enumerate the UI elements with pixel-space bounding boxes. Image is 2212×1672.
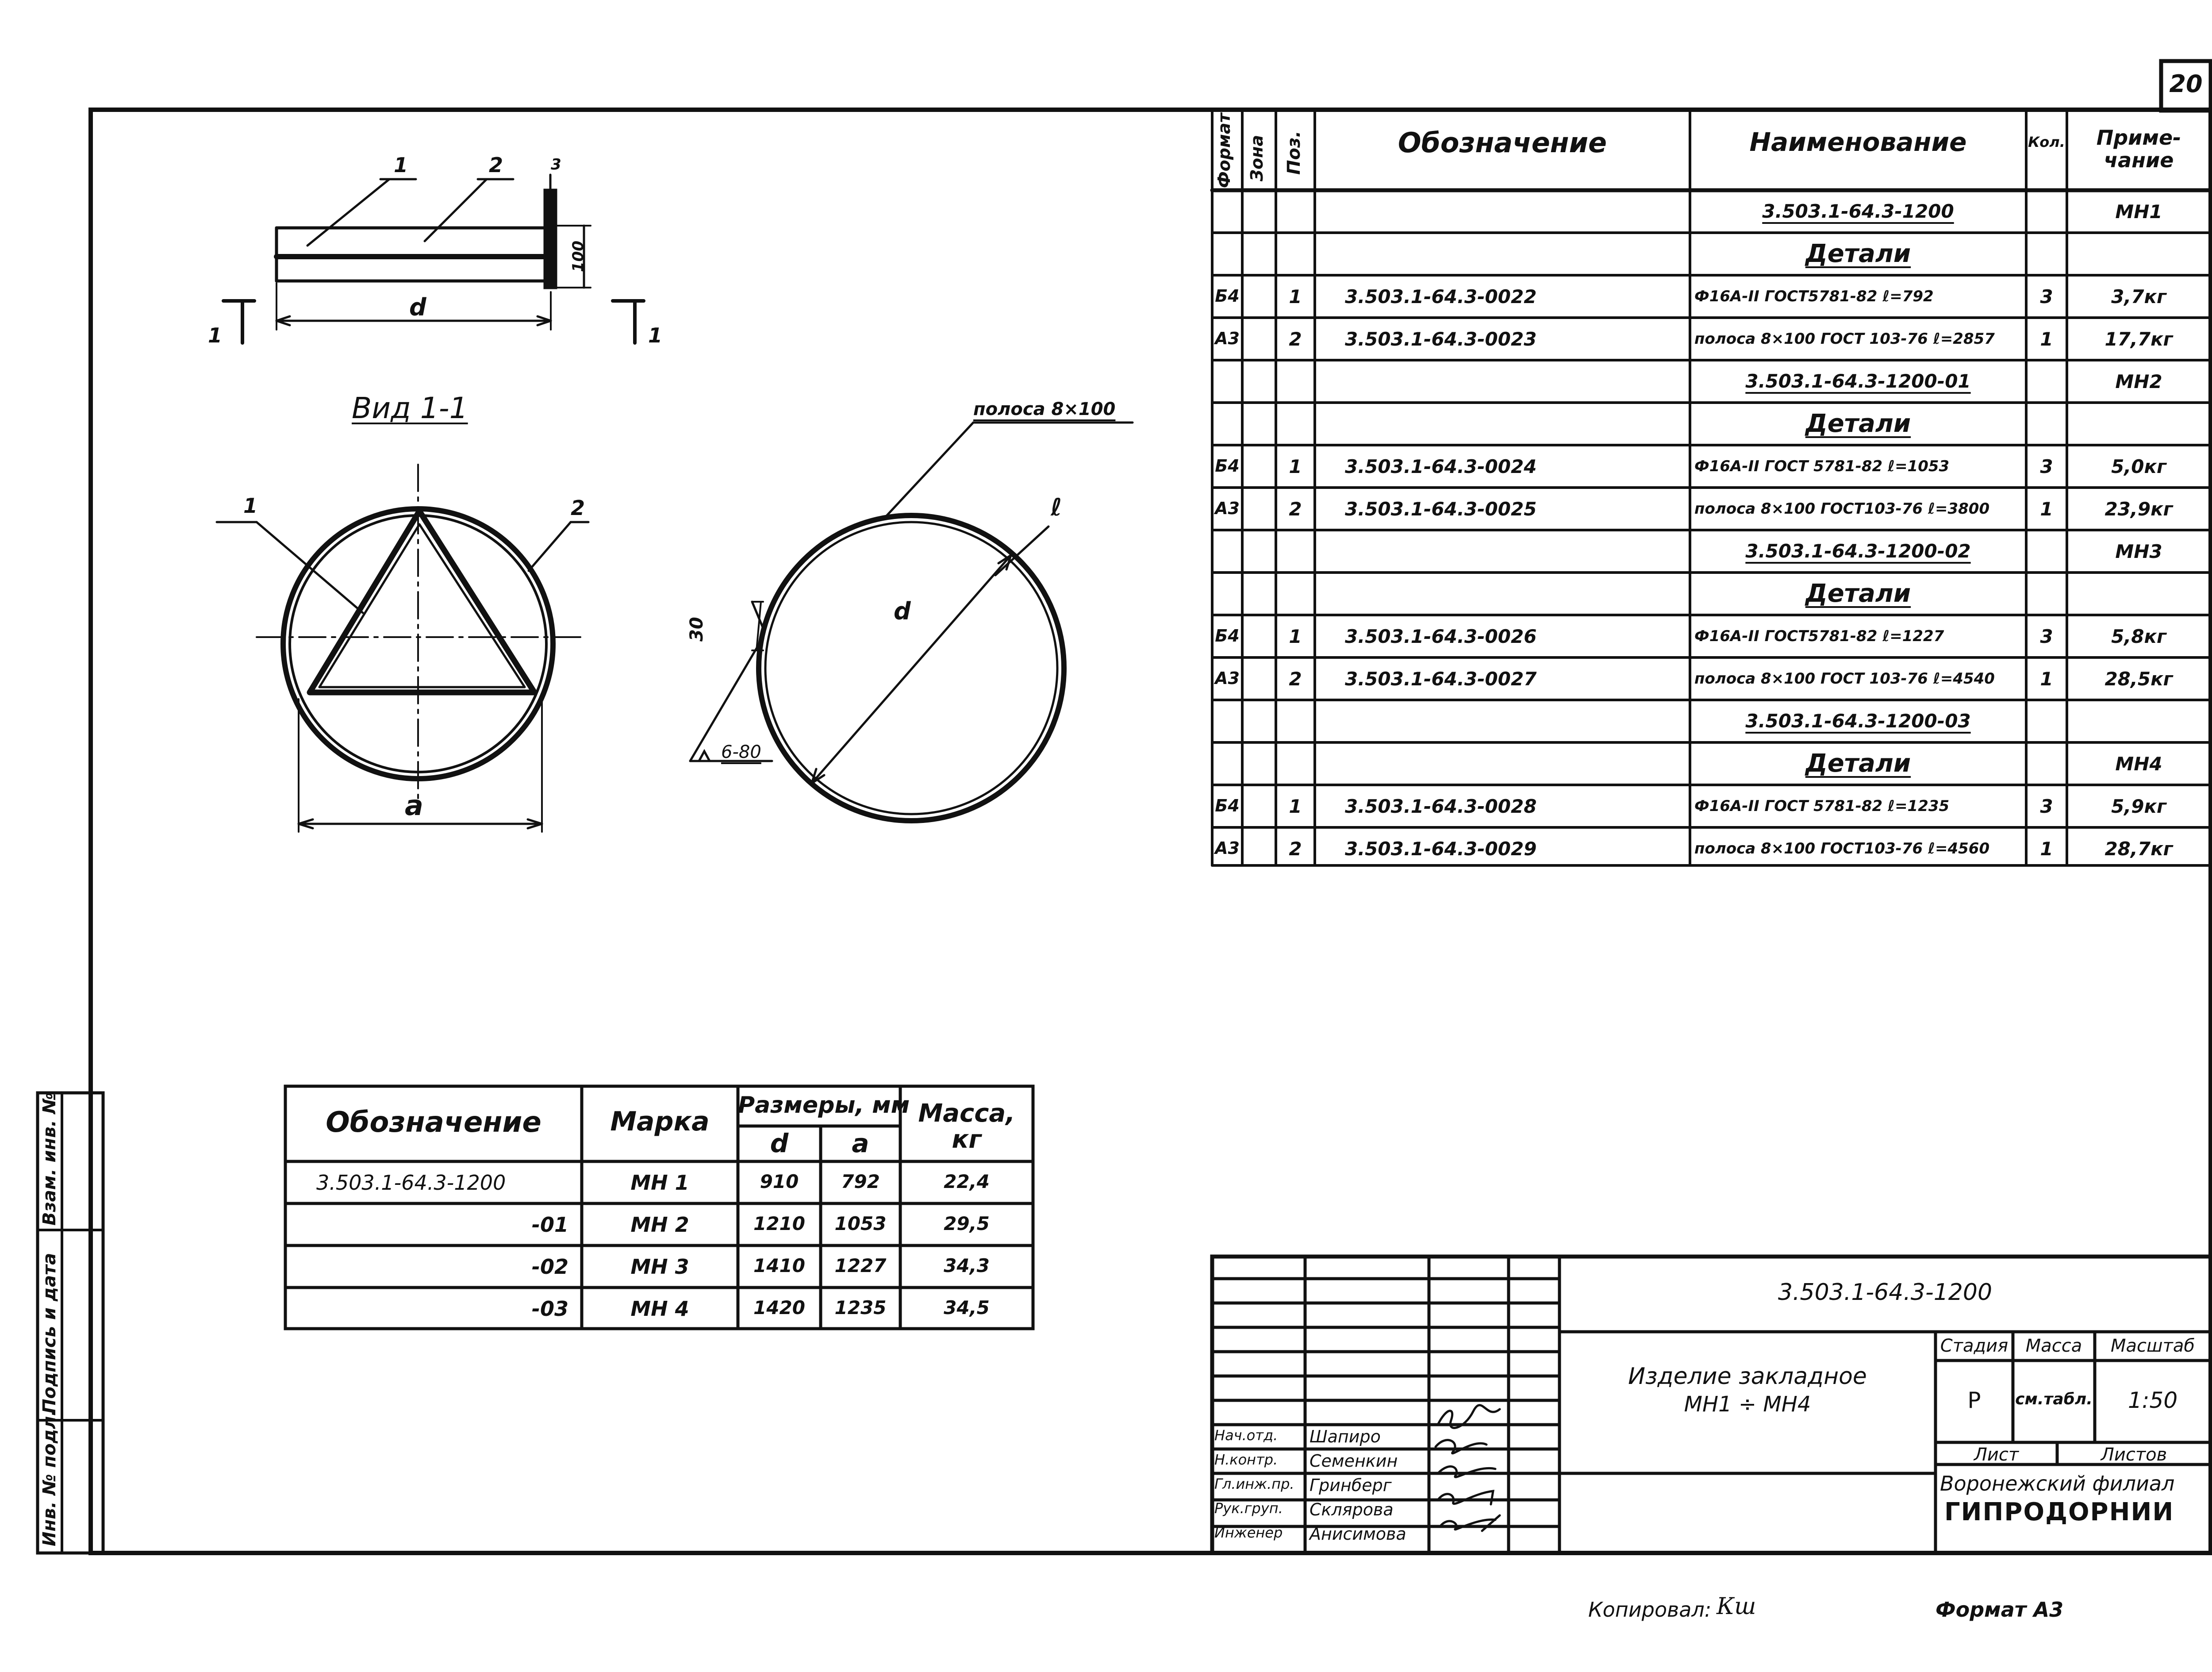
view-title: Вид 1-1 xyxy=(352,391,468,425)
tb-name: Шапиро xyxy=(1310,1427,1381,1446)
mark-cell-designation: -02 xyxy=(531,1255,568,1279)
spec-cell-designation: 3.503.1-64.3-0029 xyxy=(1345,838,1537,860)
sheet-label: Лист xyxy=(1974,1445,2019,1465)
mark-cell-a: 1235 xyxy=(834,1297,887,1318)
spec-header-pos: Поз. xyxy=(1284,131,1304,175)
tb-role: Рук.груп. xyxy=(1214,1500,1283,1517)
spec-cell-qty: 1 xyxy=(2040,328,2053,350)
spec-header-qty: Кол. xyxy=(2028,134,2065,150)
mark-cell-d: 1420 xyxy=(753,1297,805,1318)
spec-cell-format: Б4 xyxy=(1215,286,1240,306)
tb-role: Инженер xyxy=(1214,1524,1283,1541)
spec-cell-designation: 3.503.1-64.3-0028 xyxy=(1345,796,1537,817)
spec-cell-qty: 3 xyxy=(2040,286,2053,307)
scale-value: 1:50 xyxy=(2128,1388,2178,1413)
spec-cell-format: Б4 xyxy=(1215,626,1240,646)
spec-cell-qty: 3 xyxy=(2040,626,2053,647)
sheets-label: Листов xyxy=(2101,1445,2167,1465)
mark-cell-a: 1053 xyxy=(834,1213,887,1234)
mark-header-designation: Обозначение xyxy=(326,1106,541,1139)
mark-header-d: d xyxy=(770,1128,789,1158)
mark-cell-designation: 3.503.1-64.3-1200 xyxy=(316,1171,506,1195)
mark-cell-designation: -03 xyxy=(531,1297,568,1321)
title-line2: МН1 ÷ МН4 xyxy=(1684,1392,1811,1417)
spec-cell-qty: 3 xyxy=(2040,456,2053,477)
mark-cell-designation: -01 xyxy=(531,1213,568,1237)
mark-cell-a: 792 xyxy=(841,1171,880,1192)
spec-cell-name: Ф16А-II ГОСТ5781-82 ℓ=1227 xyxy=(1694,627,1944,645)
spec-cell-pos: 2 xyxy=(1289,328,1302,350)
spec-cell-name: Ф16А-II ГОСТ5781-82 ℓ=792 xyxy=(1694,288,1934,305)
title-code: 3.503.1-64.3-1200 xyxy=(1778,1279,1993,1306)
spec-cell-format: А3 xyxy=(1215,669,1240,688)
spec-cell-name: 3.503.1-64.3-1200 xyxy=(1762,200,1954,222)
spec-cell-pos: 1 xyxy=(1289,286,1302,307)
dim-30: 30 xyxy=(687,617,707,642)
dim-a: a xyxy=(405,789,423,822)
spec-cell-designation: 3.503.1-64.3-0022 xyxy=(1345,286,1537,307)
mark-cell-d: 910 xyxy=(760,1171,799,1192)
section-mark-right: 1 xyxy=(648,323,663,347)
tb-role: Гл.инж.пр. xyxy=(1214,1476,1294,1492)
section-mark-left: 1 xyxy=(208,323,223,347)
view-1-1-drawing xyxy=(217,465,588,832)
spec-cell-name: полоса 8×100 ГОСТ103-76 ℓ=3800 xyxy=(1694,500,1990,518)
dim-d-ring: d xyxy=(894,597,911,625)
spec-cell-pos: 2 xyxy=(1289,838,1302,860)
spec-cell-designation: 3.503.1-64.3-0026 xyxy=(1345,626,1537,647)
spec-cell-format: Б4 xyxy=(1215,796,1240,815)
sheet-number: 20 xyxy=(2169,70,2203,98)
spec-cell-name: 3.503.1-64.3-1200-03 xyxy=(1745,710,1971,732)
spec-cell-pos: 2 xyxy=(1289,668,1302,690)
spec-cell-note: 28,5кг xyxy=(2104,668,2173,690)
stage-label: Стадия xyxy=(1940,1336,2008,1356)
footer-copied-label: Копировал: xyxy=(1588,1598,1712,1622)
spec-cell-name: Ф16А-II ГОСТ 5781-82 ℓ=1235 xyxy=(1694,797,1950,815)
tb-role: Нач.отд. xyxy=(1214,1427,1278,1444)
mark-cell-mass: 22,4 xyxy=(944,1171,990,1192)
side-inv-podl: Инв. № подл. xyxy=(39,1409,60,1546)
mass-value: см.табл. xyxy=(2015,1390,2093,1408)
mark-cell-d: 1410 xyxy=(753,1255,805,1276)
spec-cell-note: 23,9кг xyxy=(2104,498,2173,520)
spec-cell-note: 17,7кг xyxy=(2104,328,2173,350)
spec-cell-note: 3,7кг xyxy=(2111,286,2166,307)
footer-copied-sig: Кш xyxy=(1717,1593,1756,1620)
spec-cell-note: 5,8кг xyxy=(2111,626,2166,647)
spec-cell-name: полоса 8×100 ГОСТ 103-76 ℓ=4540 xyxy=(1694,670,1995,688)
spec-header-format: Формат xyxy=(1214,113,1234,188)
spec-cell-qty: 1 xyxy=(2040,668,2053,690)
spec-cell-name: Ф16А-II ГОСТ 5781-82 ℓ=1053 xyxy=(1694,457,1950,475)
spec-cell-note: 5,0кг xyxy=(2111,456,2166,477)
org-line2: ГИПРОДОРНИИ xyxy=(1944,1498,2174,1526)
spec-cell-qty: 1 xyxy=(2040,838,2053,860)
spec-cell-designation: 3.503.1-64.3-0025 xyxy=(1345,498,1537,520)
callout-1-top: 1 xyxy=(394,153,408,177)
spec-header-name: Наименование xyxy=(1749,127,1967,157)
spec-header-note: Приме- чание xyxy=(2096,126,2181,172)
mark-header-mass: Масса, кг xyxy=(918,1099,1015,1154)
spec-cell-designation: 3.503.1-64.3-0027 xyxy=(1345,668,1537,690)
stage-value: Р xyxy=(1967,1388,1981,1413)
main-frame xyxy=(91,110,2211,1553)
spec-cell-format: А3 xyxy=(1215,329,1240,348)
title-line1: Изделие закладное xyxy=(1628,1363,1867,1390)
mark-cell-mark: МН 3 xyxy=(630,1255,689,1279)
scale-label: Масштаб xyxy=(2110,1336,2195,1356)
mark-cell-mass: 29,5 xyxy=(944,1213,990,1234)
tb-name: Семенкин xyxy=(1310,1451,1398,1471)
spec-cell-note: МН1 xyxy=(2115,201,2162,223)
spec-cell-note: 5,9кг xyxy=(2111,796,2166,817)
callout-ell: ℓ xyxy=(1051,493,1062,521)
spec-cell-note: 28,7кг xyxy=(2104,838,2173,860)
side-podpis: Подпись и дата xyxy=(39,1253,60,1414)
side-vzam: Взам. инв. № xyxy=(39,1092,60,1226)
dim-d-top: d xyxy=(409,293,426,321)
mass-label: Масса xyxy=(2025,1336,2082,1356)
spec-header-zone: Зона xyxy=(1247,135,1267,181)
weld-label: 6-80 xyxy=(721,742,761,762)
spec-cell-pos: 1 xyxy=(1289,456,1302,477)
mark-cell-mark: МН 1 xyxy=(630,1171,689,1195)
spec-cell-note: МН4 xyxy=(2115,753,2162,775)
tb-name: Склярова xyxy=(1310,1500,1394,1519)
mark-cell-a: 1227 xyxy=(834,1255,887,1276)
spec-cell-name: 3.503.1-64.3-1200-02 xyxy=(1745,540,1971,562)
spec-header-designation: Обозначение xyxy=(1398,127,1607,159)
mark-header-mark: Марка xyxy=(610,1106,710,1137)
footer-format: Формат А3 xyxy=(1936,1598,2064,1622)
callout-2-view: 2 xyxy=(571,496,585,520)
spec-cell-name: Детали xyxy=(1805,749,1911,778)
mark-header-sizes: Размеры, мм xyxy=(738,1092,910,1119)
spec-cell-designation: 3.503.1-64.3-0023 xyxy=(1345,328,1537,350)
spec-cell-name: Детали xyxy=(1805,579,1911,608)
tb-name: Гринберг xyxy=(1310,1476,1392,1495)
mark-cell-mark: МН 2 xyxy=(630,1213,689,1237)
spec-cell-pos: 1 xyxy=(1289,796,1302,817)
signatures xyxy=(1429,1403,1509,1553)
callout-2-top: 2 xyxy=(489,153,503,177)
spec-cell-qty: 3 xyxy=(2040,796,2053,817)
mark-cell-mark: МН 4 xyxy=(630,1297,689,1321)
tb-name: Анисимова xyxy=(1310,1524,1406,1544)
callout-1-view: 1 xyxy=(243,494,258,518)
spec-cell-designation: 3.503.1-64.3-0024 xyxy=(1345,456,1537,477)
spec-cell-qty: 1 xyxy=(2040,498,2053,520)
spec-cell-format: А3 xyxy=(1215,838,1240,858)
mark-cell-mass: 34,5 xyxy=(944,1297,990,1318)
mark-header-a: a xyxy=(852,1128,869,1158)
spec-cell-name: полоса 8×100 ГОСТ 103-76 ℓ=2857 xyxy=(1694,330,1995,348)
spec-cell-format: А3 xyxy=(1215,499,1240,518)
spec-cell-pos: 1 xyxy=(1289,626,1302,647)
spec-cell-name: Детали xyxy=(1805,239,1911,268)
spec-cell-note: МН3 xyxy=(2115,541,2162,562)
spec-cell-name: 3.503.1-64.3-1200-01 xyxy=(1745,370,1971,392)
org-line1: Воронежский филиал xyxy=(1940,1472,2175,1495)
mark-cell-mass: 34,3 xyxy=(944,1255,990,1276)
spec-cell-name: Детали xyxy=(1805,409,1911,438)
strip-label: полоса 8×100 xyxy=(973,399,1116,419)
tb-role: Н.контр. xyxy=(1214,1451,1278,1468)
callout-3-top: 3 xyxy=(551,156,561,173)
dim-100: 100 xyxy=(569,241,587,272)
spec-cell-pos: 2 xyxy=(1289,498,1302,520)
spec-cell-note: МН2 xyxy=(2115,371,2162,392)
spec-cell-name: полоса 8×100 ГОСТ103-76 ℓ=4560 xyxy=(1694,840,1990,857)
mark-cell-d: 1210 xyxy=(753,1213,805,1234)
spec-cell-format: Б4 xyxy=(1215,456,1240,476)
